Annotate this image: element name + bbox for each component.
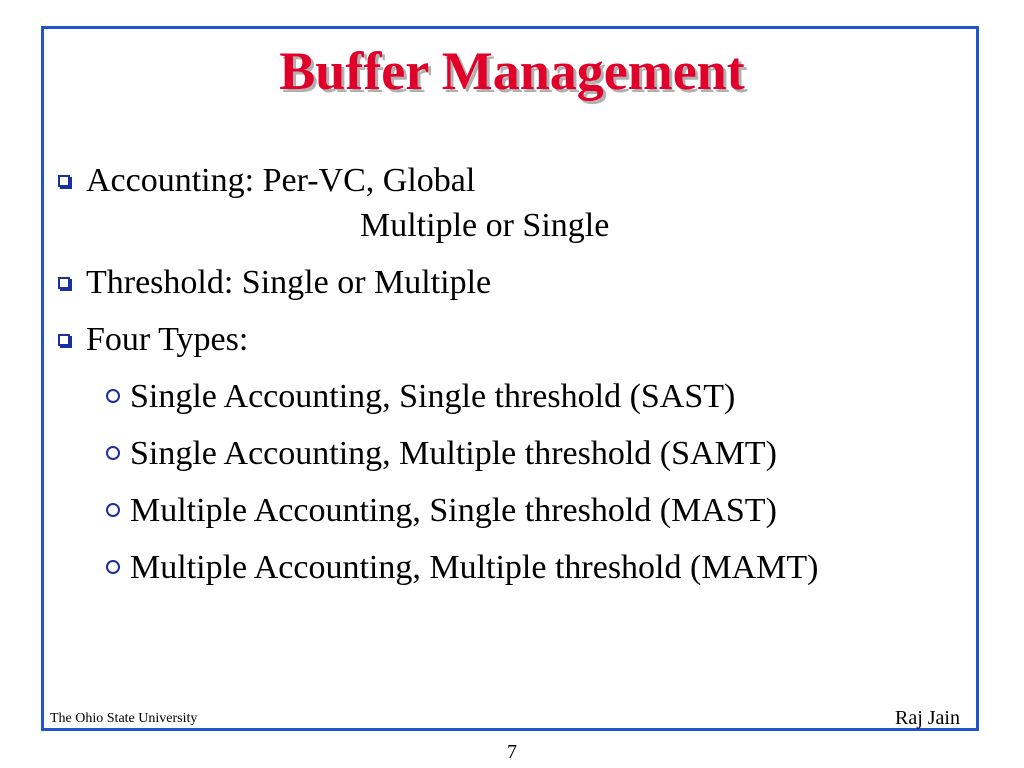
bullet-item-accounting: [58, 164, 475, 198]
hollow-square-icon: [58, 277, 70, 289]
sub-bullet-sast: [106, 380, 735, 414]
sub-bullet-mamt: [106, 551, 818, 585]
footer-author: Raj Jain: [895, 707, 960, 729]
bullet-item-threshold: [58, 266, 491, 300]
hollow-circle-icon: [106, 503, 120, 517]
hollow-circle-icon: [106, 560, 120, 574]
footer-institution: The Ohio State University: [50, 711, 198, 726]
sub-bullet-text: Single Accounting, Single threshold (SAST): [130, 378, 736, 415]
sub-bullet-text: Single Accounting, Multiple threshold (SAMT): [130, 435, 777, 472]
sub-bullet-text: Multiple Accounting, Single threshold (MAST): [130, 492, 777, 529]
bullet-continuation: Multiple or Single: [360, 207, 610, 244]
slide-title: Buffer Management: [279, 41, 745, 101]
bullet-text: Threshold: Single or Multiple: [86, 264, 492, 301]
bullet-text: Accounting: Per-VC, Global: [86, 162, 476, 199]
hollow-square-icon: [58, 175, 70, 187]
hollow-square-icon: [58, 334, 70, 346]
bullet-item-four-types: [58, 323, 248, 357]
sub-bullet-mast: [106, 494, 777, 528]
hollow-circle-icon: [106, 389, 120, 403]
page-number: 7: [507, 741, 517, 763]
sub-bullet-samt: [106, 437, 777, 471]
sub-bullet-text: Multiple Accounting, Multiple threshold (MAMT): [130, 549, 819, 586]
bullet-text: Four Types:: [86, 321, 249, 358]
hollow-circle-icon: [106, 446, 120, 460]
